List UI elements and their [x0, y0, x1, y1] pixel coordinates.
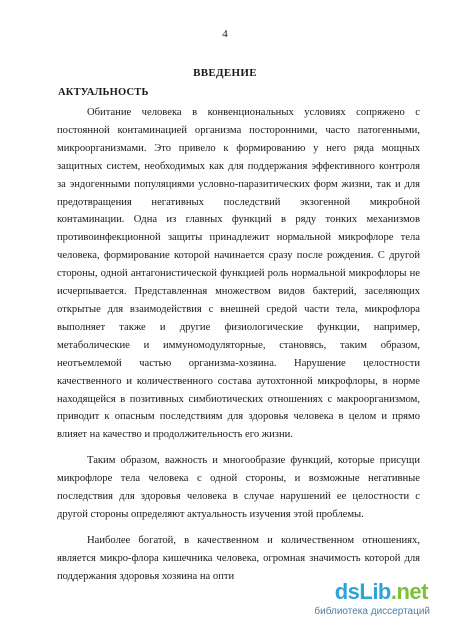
watermark-caption: библиотека диссертаций	[314, 606, 430, 617]
paragraph-2: Таким образом, важность и многообразие функций, которые присущи микрофлоре тела человека с одной стороны, и возможные негативные последствия для здоровья человека в случае нарушений ее целостности с другой стороны определяют актуальность изучения этой проблемы.	[57, 455, 420, 520]
watermark[interactable]	[284, 577, 444, 621]
page-number: 4	[222, 28, 228, 40]
paragraph-1: Обитание человека в конвенциональных условиях сопряжено с постоянной контаминацией организма посторонними, часто патогенными, микроорганизмами. Это привело к формированию у него ряда мощных защитных систем, необходимых как для поддержания эффективного контроля за эндогенными популяциями условно-паразитических форм жизни, так и для предотвращения негативных последствий экзогенной микробной контаминации. Одна из главных функций в ряду тонких механизмов противоинфекционной защиты принадлежит нормальной микрофлоре тела человека, формирование которой начинается сразу после рождения. С другой стороны, одной антагонистической функцией роль нормальной микрофлоры не исчерпывается. Представленная множеством видов бактерий, заселяющих открытые для взаимодействия с внешней средой части тела, микрофлора выполняет также и другие физиологические функции, например, метаболические и иммуномодуляторные, становясь, таким образом, неотъемлемой частью организма-хозяина. Нарушение целостности качественного и количественного состава аутохтонной микрофлоры, в норме находящейся в позитивных симбиотических отношениях с макроорганизмом, приводит к опасным последствиям для здоровья человека в целом и прямо влияет на качество и продолжительность его жизни.	[57, 107, 420, 441]
section-subtitle: АКТУАЛЬНОСТЬ	[58, 87, 149, 98]
watermark-logo-main: dsLib	[334, 579, 391, 604]
paragraph-3: Наиболее богатой, в качественном и количественном отношениях, является микро-флора кишечника человека, огромная значимость которой для поддержания здоровья хозяина на опти	[57, 534, 420, 582]
body-text	[57, 104, 420, 586]
section-title: ВВЕДЕНИЕ	[193, 67, 257, 79]
watermark-logo[interactable]	[335, 579, 428, 605]
watermark-logo-suffix: .net	[390, 579, 428, 604]
